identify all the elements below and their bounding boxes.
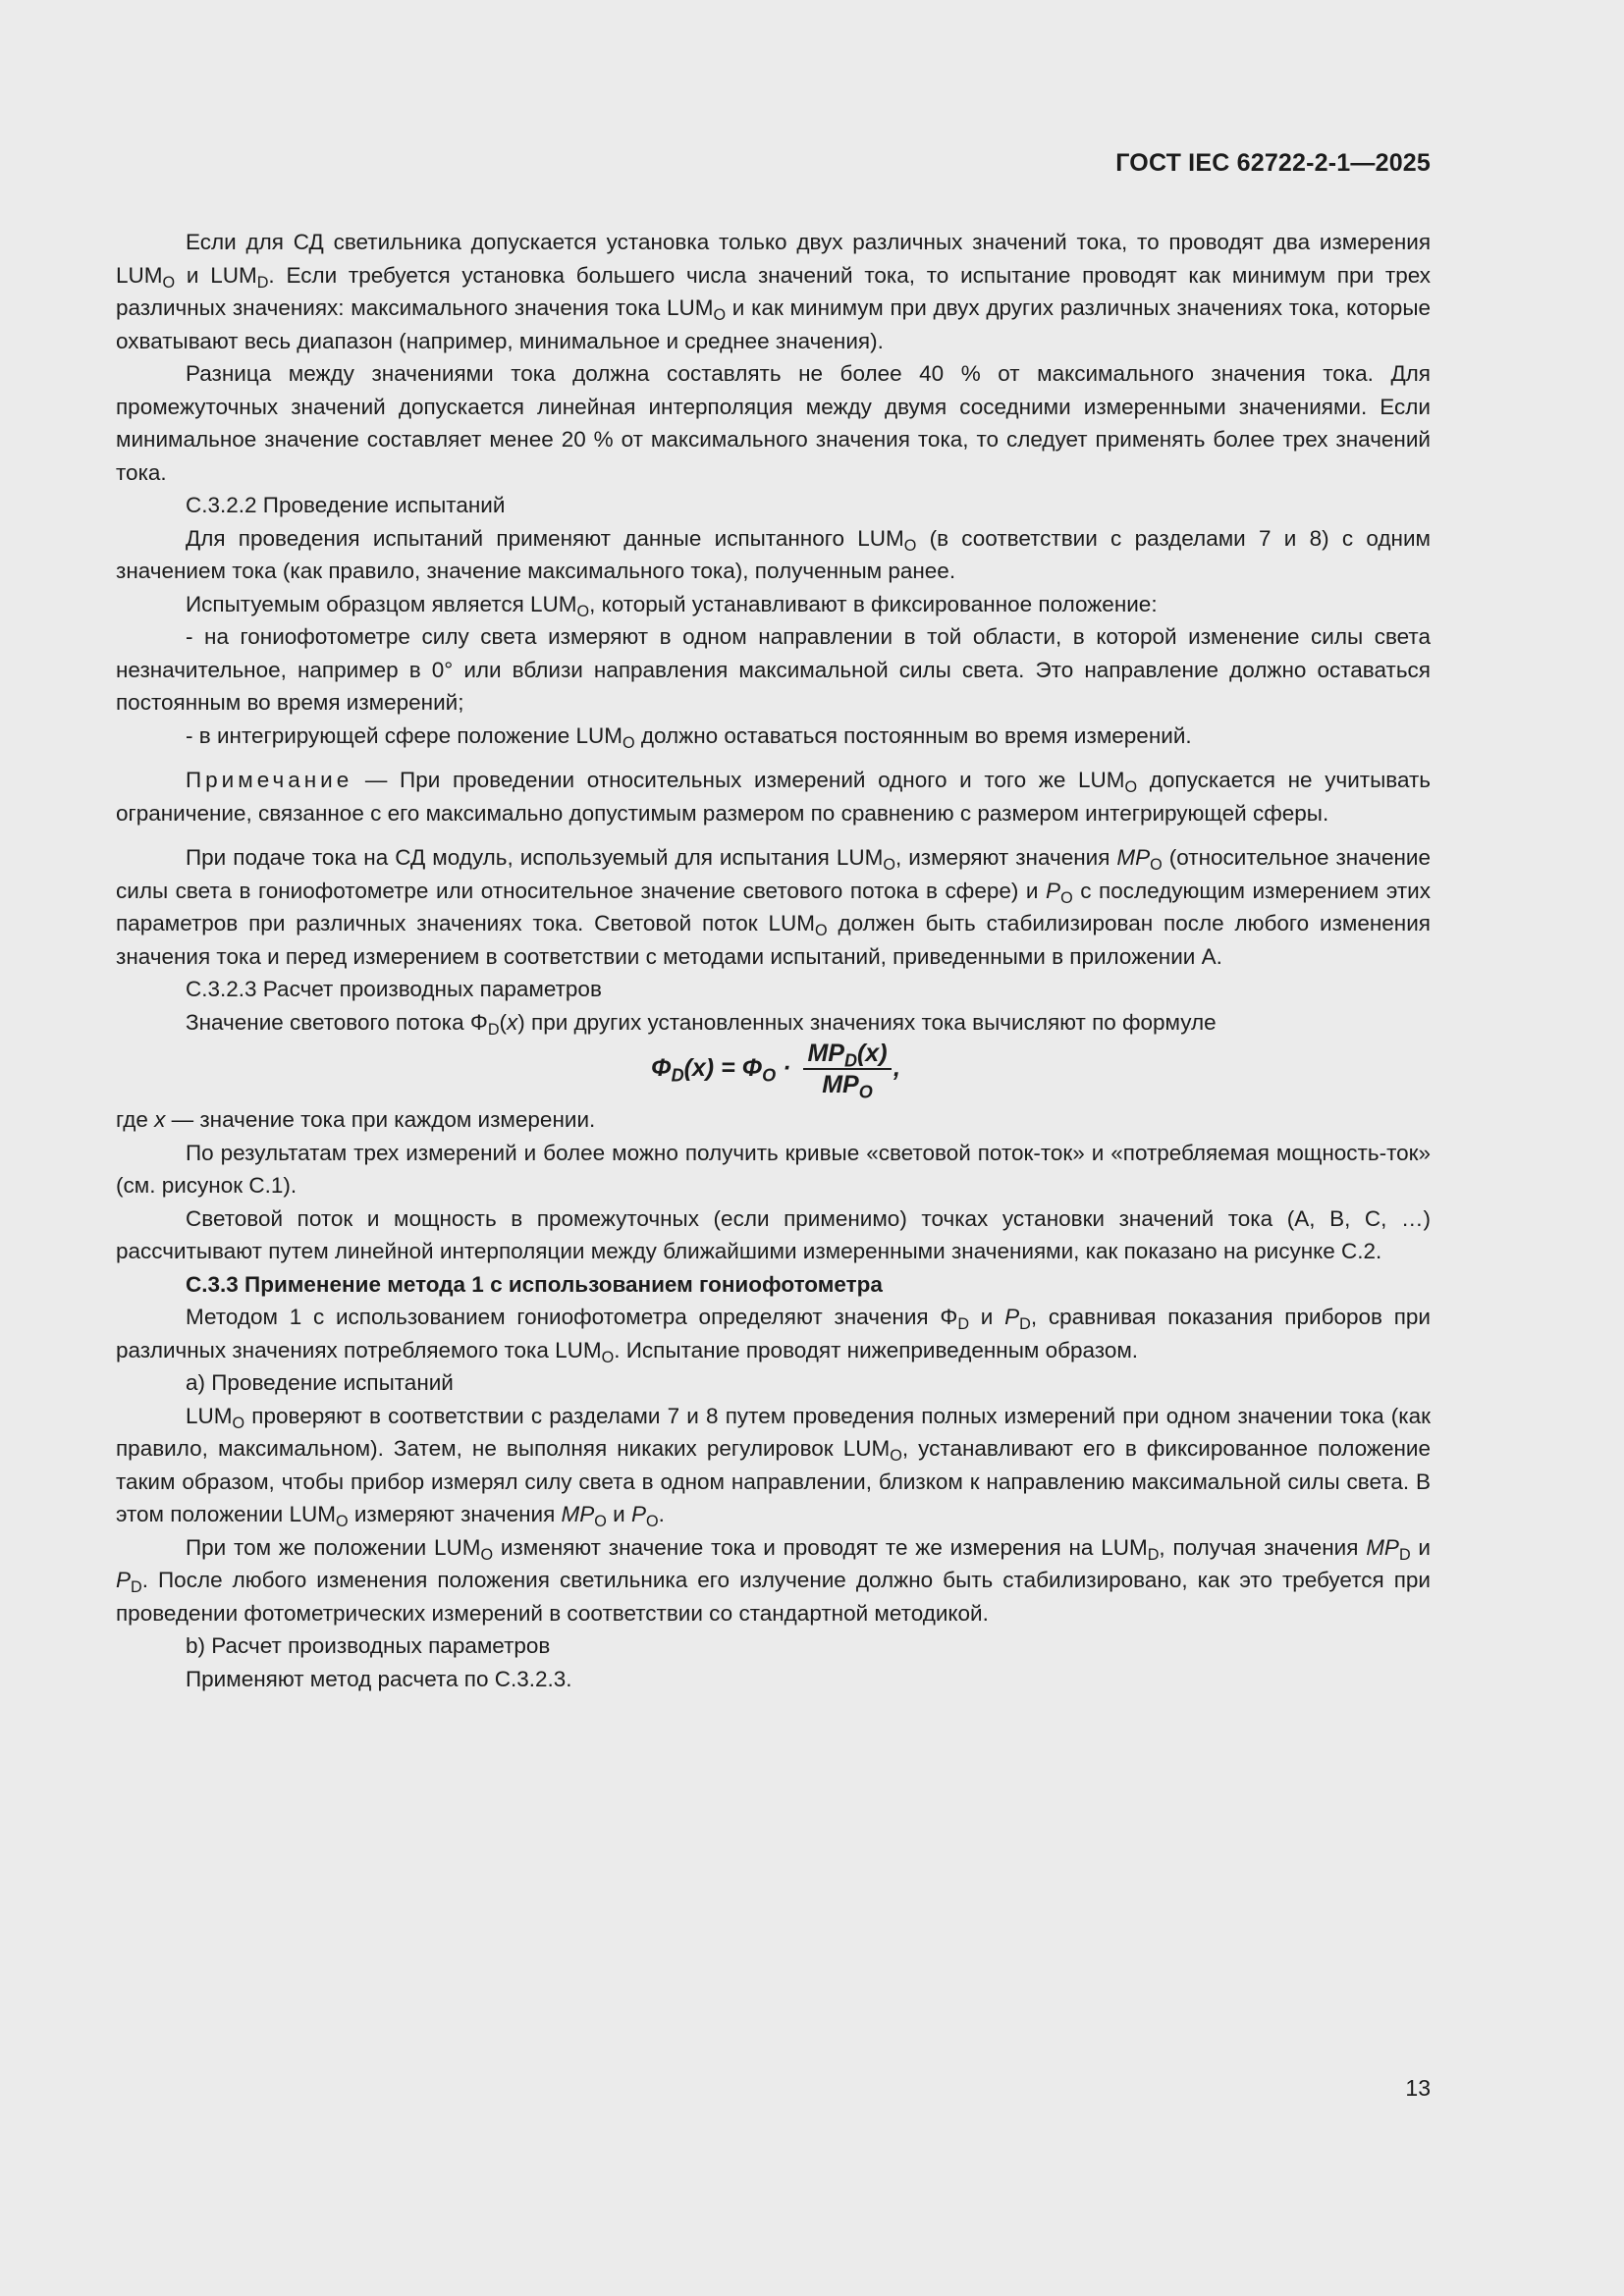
paragraph-interpolation: Световой поток и мощность в промежуточных (если применимо) точках установки значений тока (A, B, C, …) рассчитывают путем линейной интерполяции между ближайшими измеренными значениями, как показано на рисунке С.2. bbox=[116, 1205, 1431, 1263]
heading-c322: С.3.2.2 Проведение испытаний bbox=[186, 493, 506, 517]
list-item-goniophotometer: - на гониофотометре силу света измеряют в одном направлении в той области, в которой изменение силы света незначительное, например в 0° или вблизи направления максимальной силы света. Это направление должно оставаться постоянным во время измерений; bbox=[116, 624, 1431, 715]
paragraph-current-difference: Разница между значениями тока должна составлять не более 40 % от максимального значения тока. Для промежуточных значений допускается линейная интерполяция между двумя соседними измеренными значениями. Если минимальное значение составляет менее 20 % от максимального значения тока, то следует применять более трех значений тока. bbox=[116, 361, 1431, 485]
flux-formula: $\Phi_D(x) = \Phi_O$ · $MP_D(x)$ $MP_O$ , bbox=[651, 1040, 900, 1102]
body-text bbox=[116, 226, 1431, 1695]
note-label: Примечание bbox=[186, 768, 353, 792]
paragraph-calc-method: Применяют метод расчета по С.3.2.3. bbox=[186, 1666, 572, 1691]
formula-fraction bbox=[803, 1039, 892, 1102]
paragraph-same-position: При том же положении $LUM_O$ изменяют значение тока и проводят те же измерения на $LUM_D$, получая значения $MP_D$ и $P_D$. После любого изменения положения светильника его излучение должно быть стабилизировано, как это требуется при проведении фотометрических измерений в соответствии со стандартной методикой. bbox=[116, 1534, 1431, 1626]
paragraph-curves: По результатам трех измерений и более можно получить кривые «световой поток-ток» и «потребляемая мощность-ток» (см. рисунок С.1). bbox=[116, 1140, 1431, 1198]
heading-c323: С.3.2.3 Расчет производных параметров bbox=[186, 977, 602, 1001]
heading-item-b: b) Расчет производных параметров bbox=[186, 1633, 551, 1658]
formula-where: где x — значение тока при каждом измерении. bbox=[116, 1107, 596, 1132]
paragraph-method1: Методом 1 с использованием гониофотометра определяют значения $\Phi_D$ и $P_D$, сравнивая показания приборов при различных значениях потребляемого тока $LUM_O$. Испытание проводят нижеприведенным образом. bbox=[116, 1305, 1431, 1366]
heading-c33: С.3.3 Применение метода 1 с использованием гониофотометра bbox=[186, 1271, 883, 1297]
list-item-sphere: - в интегрирующей сфере положение $LUM_O$ должно оставаться постоянным во время измерений. bbox=[186, 722, 1192, 752]
paragraph-test-data: Для проведения испытаний применяют данные испытанного $LUM_O$ (в соответствии с разделами 7 и 8) с одним значением тока (как правило, значение максимального тока), полученным ранее. bbox=[116, 525, 1431, 583]
page-number: 13 bbox=[1405, 2075, 1431, 2101]
paragraph-test-sample: Испытуемым образцом является $LUM_O$, который устанавливают в фиксированное положение: bbox=[186, 591, 1158, 620]
formula-denominator: $MP_O$ bbox=[822, 1071, 873, 1102]
paragraph-led-module: При подаче тока на СД модуль, используемый для испытания $LUM_O$, измеряют значения $MP_O$ (относительное значение силы света в гониофотометре или относительное значение светового потока в сфере) и $P_O$ с последующим измерением этих параметров при различных значениях тока. Световой поток $LUM_O$ должен быть стабилизирован после любого изменения значения тока и перед измерением в соответствии с методами испытаний, приведенными в приложении А. bbox=[116, 845, 1431, 969]
paragraph-lum-check: $LUM_O$ проверяют в соответствии с разделами 7 и 8 путем проведения полных измерений при одном значении тока (как правило, максимальном). Затем, не выполняя никаких регулировок $LUM_O$, устанавливают его в фиксированное положение таким образом, чтобы прибор измерял силу света в одном направлении, близком к направлению максимальной силы света. В этом положении $LUM_O$ измеряют значения $MP_O$ и $P_O$. bbox=[116, 1403, 1431, 1530]
formula-lhs: $\Phi_D(x) = \Phi_O$ · bbox=[651, 1054, 791, 1086]
paragraph-two-values: Если для СД светильника допускается установка только двух различных значений тока, то проводят два измерения $LUM_O$ и $LUM_D$. Если требуется установка большего числа значений тока, то испытание проводят как минимум при трех различных значениях: максимального значения тока $LUM_O$ и как минимум при двух других различных значениях тока, которые охватывают весь диапазон (например, минимальное и среднее значения). bbox=[116, 230, 1432, 353]
paragraph-flux-formula-intro: Значение светового потока $\Phi_D(x)$ при других установленных значениях тока вычисляют по формуле bbox=[186, 1009, 1217, 1039]
heading-item-a: a) Проведение испытаний bbox=[186, 1370, 454, 1395]
note: Примечание — При проведении относительных измерений одного и того же $LUM_O$ допускается не учитывать ограничение, связанное с его максимально допустимым размером по сравнению с размером интегрирующей сферы. bbox=[116, 768, 1431, 826]
formula-numerator: $MP_D(x)$ bbox=[803, 1039, 892, 1070]
document-id-header: ГОСТ IEC 62722-2-1—2025 bbox=[1115, 149, 1431, 177]
